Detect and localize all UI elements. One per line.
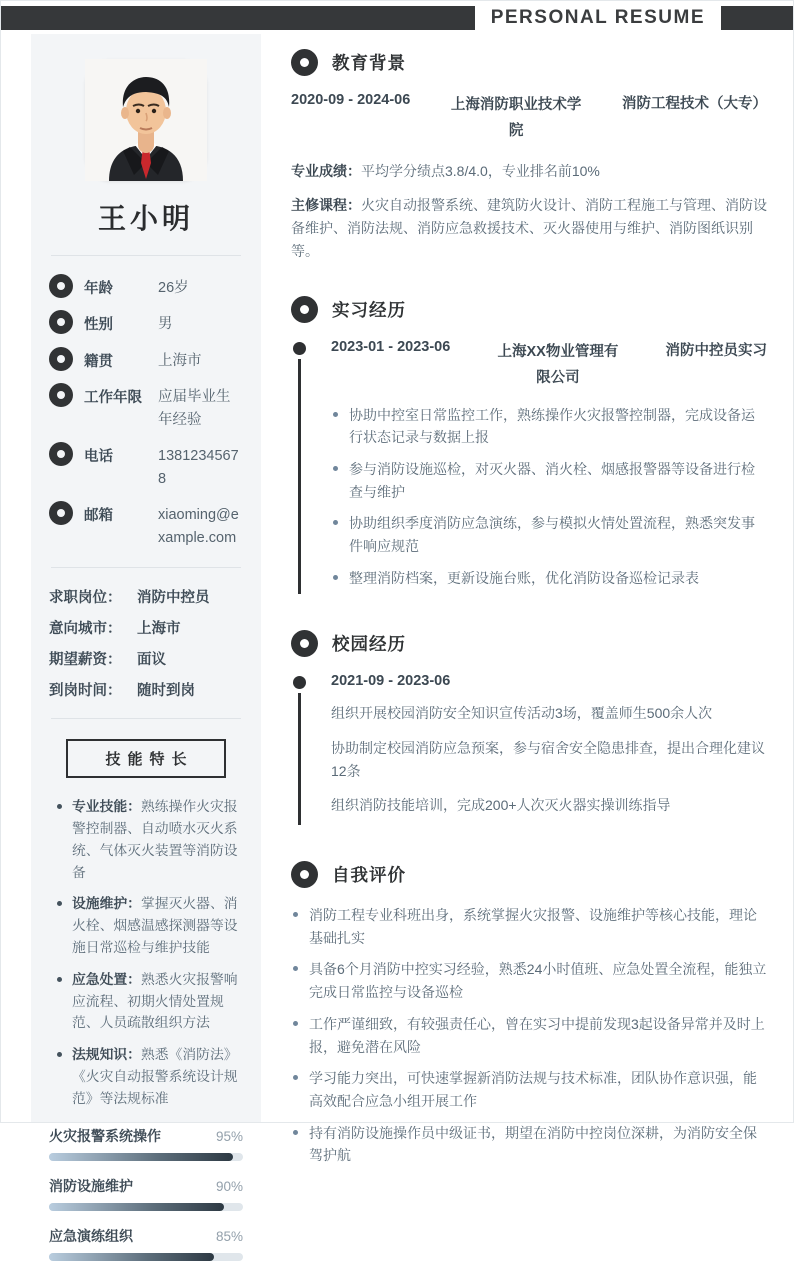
job-intent-list [49, 586, 243, 700]
info-row-hometown [49, 347, 243, 372]
info-label: 籍贯 [84, 353, 113, 370]
bar-percent: 90% [215, 1178, 243, 1194]
section-title: 自我评价 [332, 865, 406, 886]
divider [51, 255, 241, 256]
section-ring-icon [291, 49, 318, 76]
list-item [291, 904, 767, 949]
section-ring-icon [291, 630, 318, 657]
list-item [291, 1067, 767, 1112]
bullet-ring-icon [49, 383, 73, 407]
section-title: 教育背景 [332, 53, 406, 73]
intent-label: 期望薪资： [49, 652, 122, 669]
info-row-phone [49, 442, 243, 490]
gpa-text: 平均学分绩点3.8/4.0，专业排名前10% [361, 163, 600, 180]
list-item [291, 1122, 767, 1167]
courses-label: 主修课程： [291, 197, 361, 214]
bar-percent: 95% [215, 1128, 243, 1144]
section-education [291, 49, 767, 264]
bar-label: 应急演练组织 [49, 1227, 133, 1244]
bullet-text: 参与消防设施巡检，对灭火器、消火栓、烟感报警器等设备进行检查与维护 [349, 461, 755, 500]
campus-date: 2021-09 - 2023-06 [331, 673, 451, 690]
bullet-ring-icon [49, 347, 73, 371]
intent-label: 到岗时间： [49, 683, 122, 700]
info-value: 男 [158, 316, 173, 333]
bar-track [49, 1153, 243, 1161]
list-item [291, 958, 767, 1003]
bar-track [49, 1253, 243, 1261]
sidebar [31, 34, 261, 1244]
main-column [291, 49, 767, 1199]
bar-percent: 85% [215, 1228, 243, 1244]
skill-label: 法规知识： [72, 1047, 141, 1063]
skill-label: 专业技能： [72, 799, 141, 815]
section-header [291, 630, 767, 657]
intent-label: 意向城市： [49, 621, 122, 638]
bullet-dot-icon [333, 412, 338, 417]
info-row-age [49, 274, 243, 299]
bullet-dot-icon [293, 1130, 298, 1135]
avatar-illustration [85, 59, 207, 181]
bullet-text: 消防工程专业科班出身，系统掌握火灾报警、设施维护等核心技能，理论基础扎实 [309, 907, 757, 946]
intent-value: 面议 [137, 652, 166, 669]
bullet-text: 持有消防设施操作员中级证书，期望在消防中控岗位深耕，为消防安全保驾护航 [309, 1124, 757, 1164]
skill-item [49, 969, 243, 1034]
banner-title: PERSONAL RESUME [475, 6, 721, 30]
skill-desc: 熟练操作火灾报警控制器、自动喷水灭火系统、气体灭火装置等消防设备 [72, 799, 238, 880]
education-school: 上海消防职业技术学院 [450, 97, 582, 140]
bullet-dot-icon [57, 1052, 62, 1057]
timeline-item [293, 673, 767, 829]
skill-text [72, 893, 243, 958]
campus-item: 组织消防技能培训，完成200+人次灭火器实操训练指导 [331, 797, 671, 814]
divider [51, 567, 241, 568]
courses-text: 火灾自动报警系统、建筑防火设计、消防工程施工与管理、消防设备维护、消防法规、消防应急救援技术、灭火器使用与维护、消防图纸识别等。 [291, 197, 767, 260]
intent-label: 求职岗位： [49, 590, 122, 607]
bullet-dot-icon [333, 466, 338, 471]
top-banner [1, 6, 793, 30]
skill-desc: 掌握灭火器、消火栓、烟感温感探测器等设施日常巡检与维护技能 [72, 896, 238, 955]
skill-bars [49, 1126, 243, 1261]
bullet-text: 学习能力突出，可快速掌握新消防法规与技术标准，团队协作意识强，能高效配合应急小组开展工作 [309, 1070, 757, 1109]
list-item [331, 512, 767, 557]
skill-text [72, 969, 243, 1034]
info-row-experience [49, 383, 243, 431]
skill-bar [49, 1126, 243, 1161]
bullet-ring-icon [49, 442, 73, 466]
timeline-content [331, 339, 767, 599]
bullet-text: 具备6个月消防中控实习经验，熟悉24小时值班、应急处置全流程，能独立完成日常监控与设备巡检 [309, 961, 767, 1001]
section-title: 实习经历 [332, 299, 406, 320]
bullet-ring-icon [49, 274, 73, 298]
gpa-label: 专业成绩： [291, 163, 361, 180]
section-self-evaluation [291, 861, 767, 1167]
skills-list [49, 796, 243, 1109]
bar-fill [49, 1203, 224, 1211]
bar-fill [49, 1153, 233, 1161]
education-date: 2020-09 - 2024-06 [291, 92, 411, 108]
skill-desc: 熟悉火灾报警响应流程、初期火情处置规范、人员疏散组织方法 [72, 971, 238, 1031]
banner-bar-left [1, 6, 475, 30]
info-value: 上海市 [158, 352, 202, 369]
skill-label: 设施维护： [72, 896, 141, 912]
info-value: 26岁 [158, 280, 189, 296]
info-value: 13812345678 [158, 448, 239, 487]
bar-label: 消防设施维护 [49, 1177, 133, 1194]
intent-value: 随时到岗 [137, 683, 195, 700]
list-item [331, 458, 767, 503]
timeline-content [331, 673, 767, 829]
skill-label: 应急处置： [72, 971, 141, 987]
bullet-dot-icon [293, 1021, 298, 1026]
section-ring-icon [291, 296, 318, 323]
info-label: 工作年限 [84, 390, 142, 407]
internship-date: 2023-01 - 2023-06 [331, 338, 451, 355]
list-item [331, 404, 767, 449]
section-ring-icon [291, 861, 318, 888]
skill-desc: 熟悉《消防法》《火灾自动报警系统设计规范》等法规标准 [72, 1047, 238, 1106]
bullet-dot-icon [57, 804, 62, 809]
timeline-dot-icon [293, 676, 306, 689]
candidate-name: 王小明 [97, 203, 194, 234]
timeline-rail [293, 339, 307, 599]
timeline-dot-icon [293, 342, 306, 355]
bullet-dot-icon [293, 966, 298, 971]
info-row-gender [49, 310, 243, 335]
timeline-item [293, 339, 767, 599]
education-major: 消防工程技术（大专） [621, 96, 767, 112]
skill-text [72, 796, 243, 883]
campus-item: 组织开展校园消防安全知识宣传活动3场，覆盖师生500余人次 [331, 705, 713, 722]
intent-value: 消防中控员 [137, 590, 210, 607]
intent-value: 上海市 [137, 621, 181, 638]
section-internship [291, 296, 767, 599]
skill-text [72, 1044, 243, 1109]
timeline-line [298, 359, 301, 595]
section-header [291, 49, 767, 76]
bullet-dot-icon [57, 977, 62, 982]
timeline-line [298, 693, 301, 825]
gpa-line [291, 160, 767, 183]
bullet-text: 工作严谨细致，有较强责任心，曾在实习中提前发现3起设备异常并及时上报，避免潜在风险 [309, 1015, 765, 1055]
bar-fill [49, 1253, 214, 1261]
courses-line [291, 194, 767, 263]
intent-row-city [49, 617, 243, 638]
internship-entry [331, 339, 767, 391]
internship-company: 上海XX物业管理有限公司 [497, 343, 619, 386]
bar-track [49, 1203, 243, 1211]
skill-bar [49, 1226, 243, 1261]
info-label: 电话 [84, 449, 113, 466]
info-label: 邮箱 [84, 508, 113, 525]
intent-row-position [49, 586, 243, 607]
bar-label: 火灾报警系统操作 [49, 1127, 161, 1144]
bullet-text: 协助中控室日常监控工作，熟练操作火灾报警控制器，完成设备运行状态记录与数据上报 [349, 406, 755, 446]
bullet-dot-icon [333, 520, 338, 525]
timeline-rail [293, 673, 307, 829]
section-header [291, 296, 767, 323]
skill-item [49, 796, 243, 883]
bullet-ring-icon [49, 310, 73, 334]
list-item [331, 567, 767, 590]
info-value: 应届毕业生年经验 [158, 389, 231, 428]
intent-row-salary [49, 648, 243, 669]
campus-item: 协助制定校园消防应急预案，参与宿舍安全隐患排查，提出合理化建议12条 [331, 740, 765, 779]
bullet-dot-icon [293, 912, 298, 917]
skill-item [49, 1044, 243, 1109]
info-label: 性别 [84, 317, 113, 334]
intent-row-availability [49, 679, 243, 700]
section-campus [291, 630, 767, 829]
divider [51, 718, 241, 719]
section-title: 校园经历 [332, 634, 406, 655]
section-header [291, 861, 767, 888]
bullet-ring-icon [49, 501, 73, 525]
banner-bar-right [721, 6, 793, 30]
info-value: xiaoming@example.com [158, 507, 239, 546]
personal-info-list [49, 274, 243, 549]
education-entry [291, 92, 767, 144]
bullet-dot-icon [57, 901, 62, 906]
skills-title-box: 技能特长 [66, 739, 226, 778]
bullet-dot-icon [333, 575, 338, 580]
info-row-email [49, 501, 243, 549]
skill-item [49, 893, 243, 958]
bullet-text: 整理消防档案，更新设施台账，优化消防设备巡检记录表 [349, 569, 699, 586]
info-label: 年龄 [84, 281, 113, 297]
skill-bar [49, 1176, 243, 1211]
internship-role: 消防中控员实习 [665, 342, 767, 359]
bullet-text: 协助组织季度消防应急演练，参与模拟火情处置流程，熟悉突发事件响应规范 [349, 515, 755, 555]
list-item [291, 1013, 767, 1058]
bullet-dot-icon [293, 1075, 298, 1080]
avatar [85, 59, 207, 181]
